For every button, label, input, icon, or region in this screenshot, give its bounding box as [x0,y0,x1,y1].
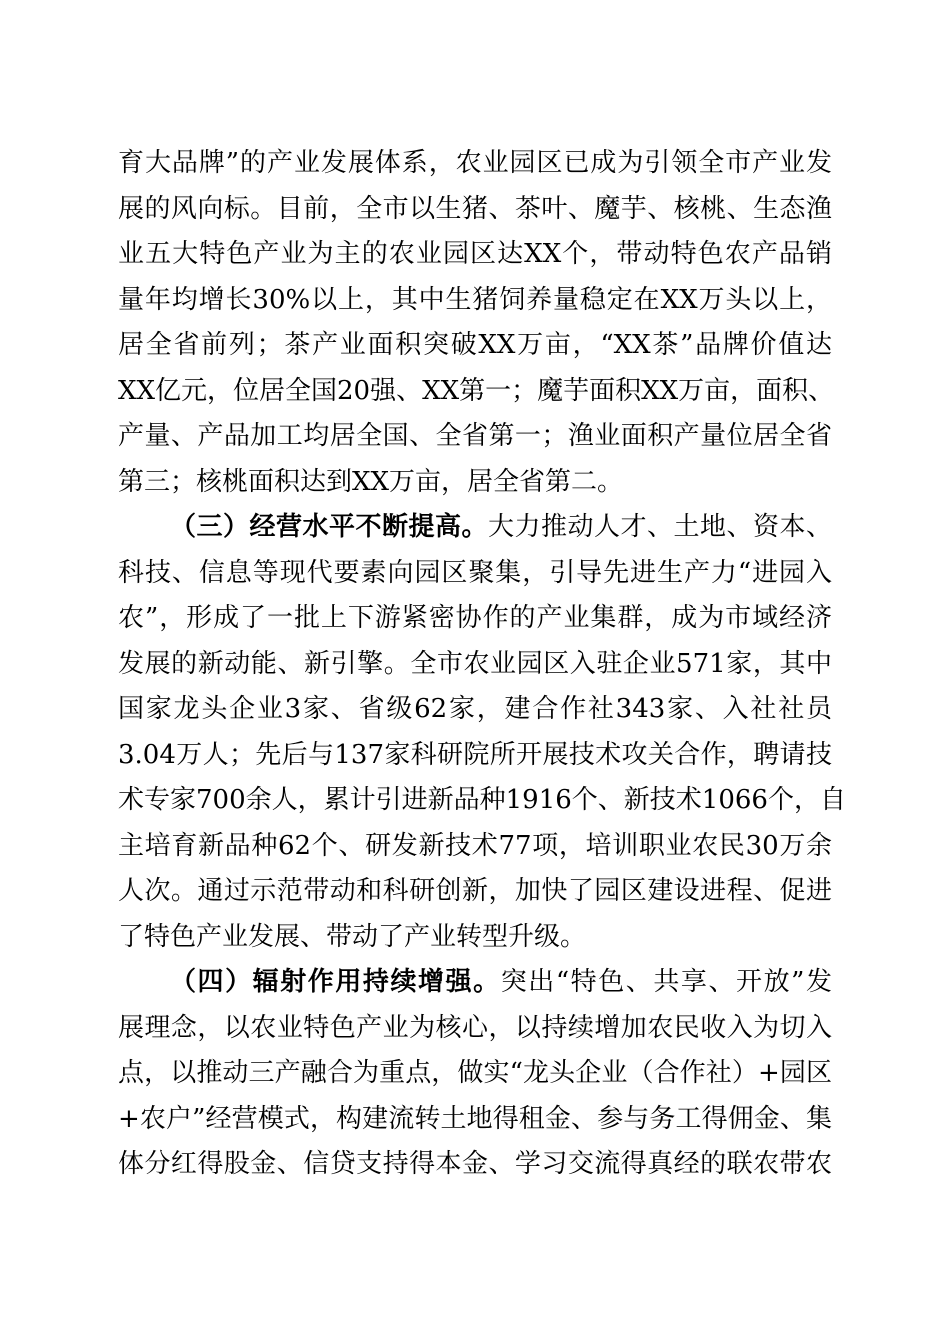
paragraph-industry-system [118,141,835,505]
paragraph-first-line [118,960,832,1006]
text-line: 国家龙头企业3家、省级62家，建合作社343家、入社社员 [118,694,832,724]
text-line: 体分红得股金、信贷支持得本金、学习交流得真经的联农带农 [118,1149,832,1179]
text-line: 居全省前列；茶产业面积突破XX万亩，“XX茶”品牌价值达 [118,330,832,360]
text-line: 第三；核桃面积达到XX万亩，居全省第二。 [118,466,624,497]
text-line: 人次。通过示范带动和科研创新，加快了园区建设进程、促进 [118,876,832,906]
text-line: 科技、信息等现代要素向园区聚集，引导先进生产力“进园入 [118,557,832,588]
text-line: 发展的新动能、新引擎。全市农业园区入驻企业571家，其中 [118,648,832,679]
text-line: 产量、产品加工均居全国、全省第一；渔业面积产量位居全省 [118,421,832,451]
paragraph-radiation-effect [118,960,832,1188]
section-heading: （三）经营水平不断提高。 [170,512,488,542]
text-run: 大力推动人才、土地、资本、 [488,512,832,542]
text-line: 展理念，以农业特色产业为核心，以持续增加农民收入为切入 [118,1012,832,1043]
text-line: 业五大特色产业为主的农业园区达XX个，带动特色农产品销 [118,239,832,269]
text-line: 展的风向标。目前，全市以生猪、茶叶、魔芋、核桃、生态渔 [118,193,832,224]
text-line: 3.04万人；先后与137家科研院所开展技术攻关合作，聘请技 [118,739,832,770]
text-line: 育大品牌”的产业发展体系，农业园区已成为引领全市产业发 [118,148,832,178]
text-line: 农”，形成了一批上下游紧密协作的产业集群，成为市域经济 [118,603,832,633]
text-run: 突出“特色、共享、开放”发 [500,967,832,997]
paragraph-first-line [118,505,832,551]
paragraph-operation-level [118,505,846,960]
text-line: 术专家700余人，累计引进新品种1916个、新技术1066个，自 [118,785,846,815]
text-line: +农户”经营模式，构建流转土地得租金、参与务工得佣金、集 [118,1103,832,1134]
text-line: 点，以推动三产融合为重点，做实“龙头企业（合作社）+园区 [118,1058,832,1088]
document-body [118,141,846,1188]
section-heading: （四）辐射作用持续增强。 [170,967,501,997]
text-line: XX亿元，位居全国20强、XX第一；魔芋面积XX万亩，面积、 [118,375,835,406]
text-line: 主培育新品种62个、研发新技术77项，培训职业农民30万余 [118,830,832,861]
text-line: 了特色产业发展、带动了产业转型升级。 [118,921,587,952]
text-line: 量年均增长30%以上，其中生猪饲养量稳定在XX万头以上， [118,284,832,315]
